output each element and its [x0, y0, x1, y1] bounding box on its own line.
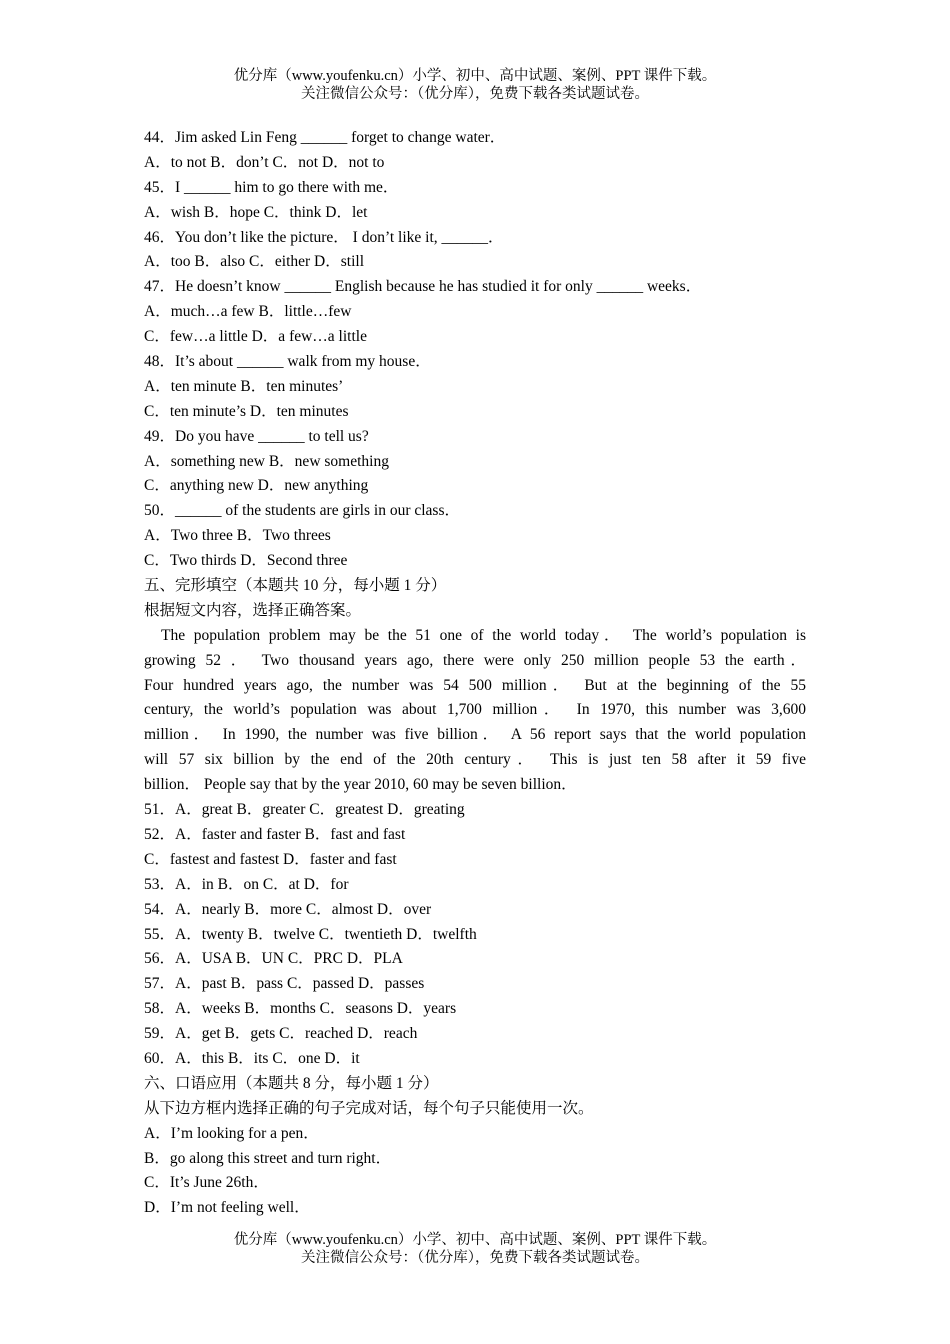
- text-line: C．anything new D．new anything: [144, 477, 369, 495]
- text-line: 59．A．get B．gets C．reached D．reach: [144, 1025, 418, 1043]
- text-line: A．I’m looking for a pen．: [144, 1124, 319, 1142]
- text-line: 54．A．nearly B．more C．almost D．over: [144, 900, 432, 918]
- text-line: 52．A．faster and faster B．fast and fast: [144, 825, 406, 843]
- text-line: 51．A．great B．greater C．greatest D．greating: [144, 801, 465, 819]
- page-footer: [0, 1231, 950, 1267]
- footer-line-1: 优分库（www.youfenku.cn）小学、初中、高中试题、案例、PPT 课件下载。: [233, 1232, 717, 1248]
- text-line: century, the world’s population was about 1,700 million． In 1970, this number was 3,600: [144, 701, 806, 719]
- header-line-2: 关注微信公众号：（优分库），免费下载各类试题试卷。: [301, 86, 649, 102]
- text-line: 47．He doesn’t know ______ English because he has studied it for only ______ weeks．: [144, 278, 702, 296]
- text-line: A．something new B．new something: [144, 452, 389, 470]
- page-header: [0, 67, 950, 103]
- text-line: B．go along this street and turn right．: [144, 1149, 392, 1167]
- text-line: A．much…a few B．little…few: [144, 303, 352, 321]
- text-line: 46．You don’t like the picture． I don’t like it, ______．: [144, 228, 504, 246]
- text-line: 根据短文内容，选择正确答案。: [144, 601, 362, 619]
- text-line: C．Two thirds D．Second three: [144, 552, 348, 570]
- text-line: 55．A．twenty B．twelve C．twentieth D．twelfth: [144, 925, 477, 943]
- text-line: growing 52 ． Two thousand years ago, there were only 250 million people 53 the earth．: [144, 651, 806, 669]
- text-line: 50．______ of the students are girls in our class．: [144, 502, 460, 520]
- text-line: billion． People say that by the year 2010, 60 may be seven billion．: [144, 776, 577, 794]
- text-line: C．It’s June 26th．: [144, 1174, 269, 1192]
- text-line: C．ten minute’s D．ten minutes: [144, 402, 349, 420]
- document-body: [144, 126, 806, 1221]
- text-line: The population problem may be the 51 one of the world today． The world’s population is: [161, 626, 806, 644]
- text-line: 58．A．weeks B．months C．seasons D．years: [144, 1000, 457, 1018]
- text-line: million． In 1990, the number was five billion． A 56 report says that the world population: [144, 726, 806, 744]
- text-line: 53．A．in B．on C．at D．for: [144, 875, 349, 893]
- text-line: 56．A．USA B．UN C．PRC D．PLA: [144, 950, 403, 968]
- text-line: 44．Jim asked Lin Feng ______ forget to change water．: [144, 129, 506, 146]
- text-line: A．too B．also C．either D．still: [144, 253, 365, 271]
- text-line: Four hundred years ago, the number was 54 500 million． But at the beginning of the 55: [144, 676, 806, 694]
- text-line: A．Two three B．Two threes: [144, 527, 331, 545]
- text-line: will 57 six billion by the end of the 20th century． This is just ten 58 after it 59 five: [144, 751, 806, 769]
- header-line-1: 优分库（www.youfenku.cn）小学、初中、高中试题、案例、PPT 课件下载。: [233, 68, 717, 84]
- text-line: 从下边方框内选择正确的句子完成对话，每个句子只能使用一次。: [144, 1099, 594, 1117]
- text-line: C．few…a little D．a few…a little: [144, 328, 367, 346]
- text-line: D．I’m not feeling well．: [144, 1199, 310, 1217]
- text-line: 45．I ______ him to go there with me．: [144, 178, 399, 196]
- text-line: 48．It’s about ______ walk from my house．: [144, 353, 431, 371]
- footer-line-2: 关注微信公众号：（优分库），免费下载各类试题试卷。: [301, 1250, 649, 1266]
- text-line: 五、完形填空（本题共 10 分，每小题 1 分）: [144, 577, 447, 595]
- text-line: 六、口语应用（本题共 8 分，每小题 1 分）: [144, 1074, 439, 1092]
- text-line: 49．Do you have ______ to tell us?: [144, 427, 369, 445]
- text-line: A．wish B．hope C．think D．let: [144, 203, 368, 221]
- text-line: 57．A．past B．pass C．passed D．passes: [144, 975, 425, 993]
- text-line: C．fastest and fastest D．faster and fast: [144, 850, 397, 868]
- text-line: A．to not B．don’t C．not D．not to: [144, 153, 385, 171]
- text-line: 60．A．this B．its C．one D．it: [144, 1049, 360, 1067]
- text-line: A．ten minute B．ten minutes’: [144, 377, 344, 395]
